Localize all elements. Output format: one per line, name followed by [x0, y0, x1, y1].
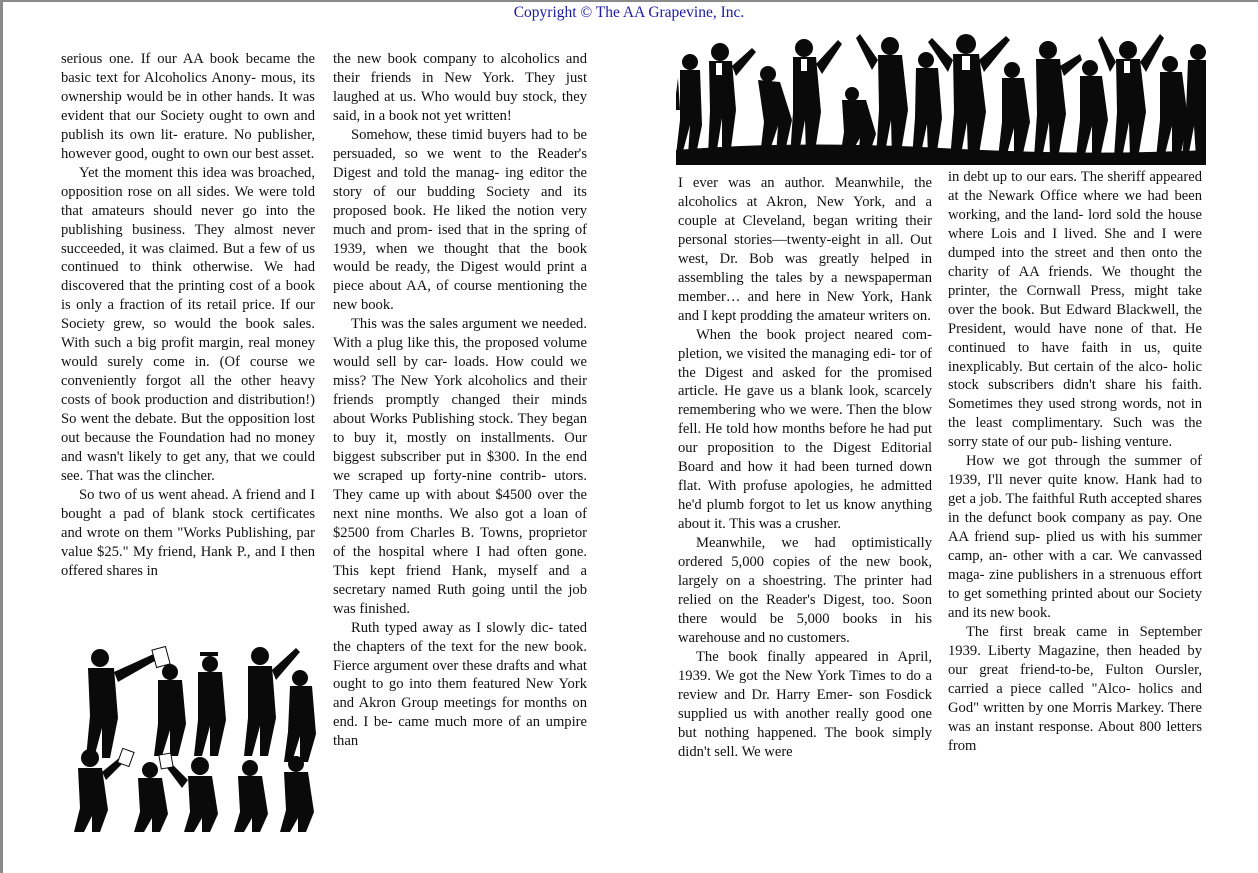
paragraph: How we got through the summer of 1939, I'll never quite know. Hank had to get a job. The faithful Ruth accepted shares in the defunct book company as pay. One AA friend sup- plied us with his summer camp, an- other with a car. We canvassed maga- zine publishers in a strenuous effort to get something printed about our Society and its new book. [948, 453, 1202, 621]
paragraph: The first break came in September 1939. Liberty Magazine, then headed by our great friend-to-be, Fulton Oursler, carried a piece called "Alco- holics and God" written by one Morris Markey. There was an instant response. About 800 letters from [948, 623, 1202, 754]
window-frame-top [0, 0, 1258, 2]
text-column-3 [678, 174, 932, 762]
copyright-header: Copyright © The AA Grapevine, Inc. [513, 4, 745, 21]
text-column-2 [333, 50, 587, 751]
paragraph: the new book company to alcoholics and their friends in New York. They just laughed at us. Who would buy stock, they said, in a book not yet written! [333, 51, 587, 124]
paragraph: This was the sales argument we needed. With a plug like this, the proposed volume would sell by car- loads. How could we miss? The New York alcoholics and their friends promptly changed their minds about Works Publishing stock. They began to buy it, mostly on installments. Our biggest subscriber put in $300. In the end we scraped up forty-nine contrib- utors. They came up with about $4500 over the next nine months. We also got a loan of $2500 from Charles B. Towns, proprietor of the hospital where I had often gone. This kept friend Hank, myself and a secretary named Ruth going until the job was finished. [333, 316, 587, 617]
text-column-4 [948, 168, 1202, 756]
paragraph: Ruth typed away as I slowly dic- tated the chapters of the text for the new book. Fierce argument over these drafts and what ought to go into them featured New York and Akron Group meetings for months on end. I be- came much more of an umpire than [333, 619, 587, 750]
paragraph: So two of us went ahead. A friend and I bought a pad of blank stock certificates and wrote on them "Works Publishing, par value $25." My friend, Hank P., and I then offered shares in [61, 486, 315, 579]
paragraph: Meanwhile, we had optimistically ordered 5,000 copies of the new book, largely on a shoestring. The printer had relied on the Reader's Digest, too. Soon there would be 5,000 books in his warehouse and no customers. [678, 535, 932, 646]
paragraph: Yet the moment this idea was broached, opposition rose on all sides. We were told that amateurs should never go into the publishing business. They almost never succeeded, it was claimed. But a few of us continued to think otherwise. We had discovered that the printing cost of a book is only a fraction of its retail price. If our Society grew, so would the book sales. With such a big profit margin, real money would surely come in. (Of course we conveniently forgot all the other heavy costs of book production and distribution!) So went the debate. But the opposition lost out because the Foundation had no money and wasn't likely to get any, that we could see. That was the clincher. [61, 164, 315, 484]
paragraph: Somehow, these timid buyers had to be persuaded, so we went to the Reader's Digest and told the manag- ing editor the story of our budding Society and its proposed book. He liked the notion very much and prom- ised that in the spring of 1939, when we thought that the book would be ready, the Digest would print a piece about AA, of course mentioning the new book. [333, 126, 587, 314]
arguing-crowd-illustration [60, 638, 322, 833]
crowd-silhouette-illustration [676, 30, 1206, 165]
paragraph: I ever was an author. Meanwhile, the alcoholics at Akron, New York, and a couple at Cleveland, began writing their personal stories—twenty-eight in all. Out west, Dr. Bob was greatly helped in assembling the tales by a newspaperman member… and here in New York, Hank and I kept prodding the amateur writers on. [678, 175, 932, 324]
paragraph: serious one. If our AA book became the basic text for Alcoholics Anony- mous, its ownership would be in other hands. It was evident that our Society ought to own and publish its own lit- erature. No publisher, however good, ought to own our best asset. [61, 51, 315, 162]
paragraph: The book finally appeared in April, 1939. We got the New York Times to do a review and Dr. Harry Emer- son Fosdick supplied us with another really good one but nothing happened. The book simply didn't sell. We were [678, 648, 932, 760]
paragraph: When the book project neared com- pletion, we visited the managing edi- tor of the Digest and asked for the promised article. He gave us a blank look, scarcely remembering who we were. Then the blow fell. He told how months before he had put our proposition to the Digest Editorial Board and how it had been turned down flat. With profuse apologies, he admitted he'd plumb forgot to let us know anything about it. This was a crusher. [678, 326, 932, 533]
text-column-1 [61, 50, 315, 581]
window-frame-left [0, 0, 3, 873]
paragraph: in debt up to our ears. The sheriff appeared at the Newark Office where we had been working, and the land- lord sold the house where Lois and I lived. She and I were dumped into the street and then onto the charity of AA friends. We thought the printer, the Cornwall Press, might take over the book. But Edward Blackwell, the President, would have none of that. He continued to have faith in us, quite inexplicably. But certain of the alco- holic stock subscribers didn't share his faith. Sometimes they used strong words, not in the least complimentary. Such was the sorry state of our pub- lishing venture. [948, 169, 1202, 451]
